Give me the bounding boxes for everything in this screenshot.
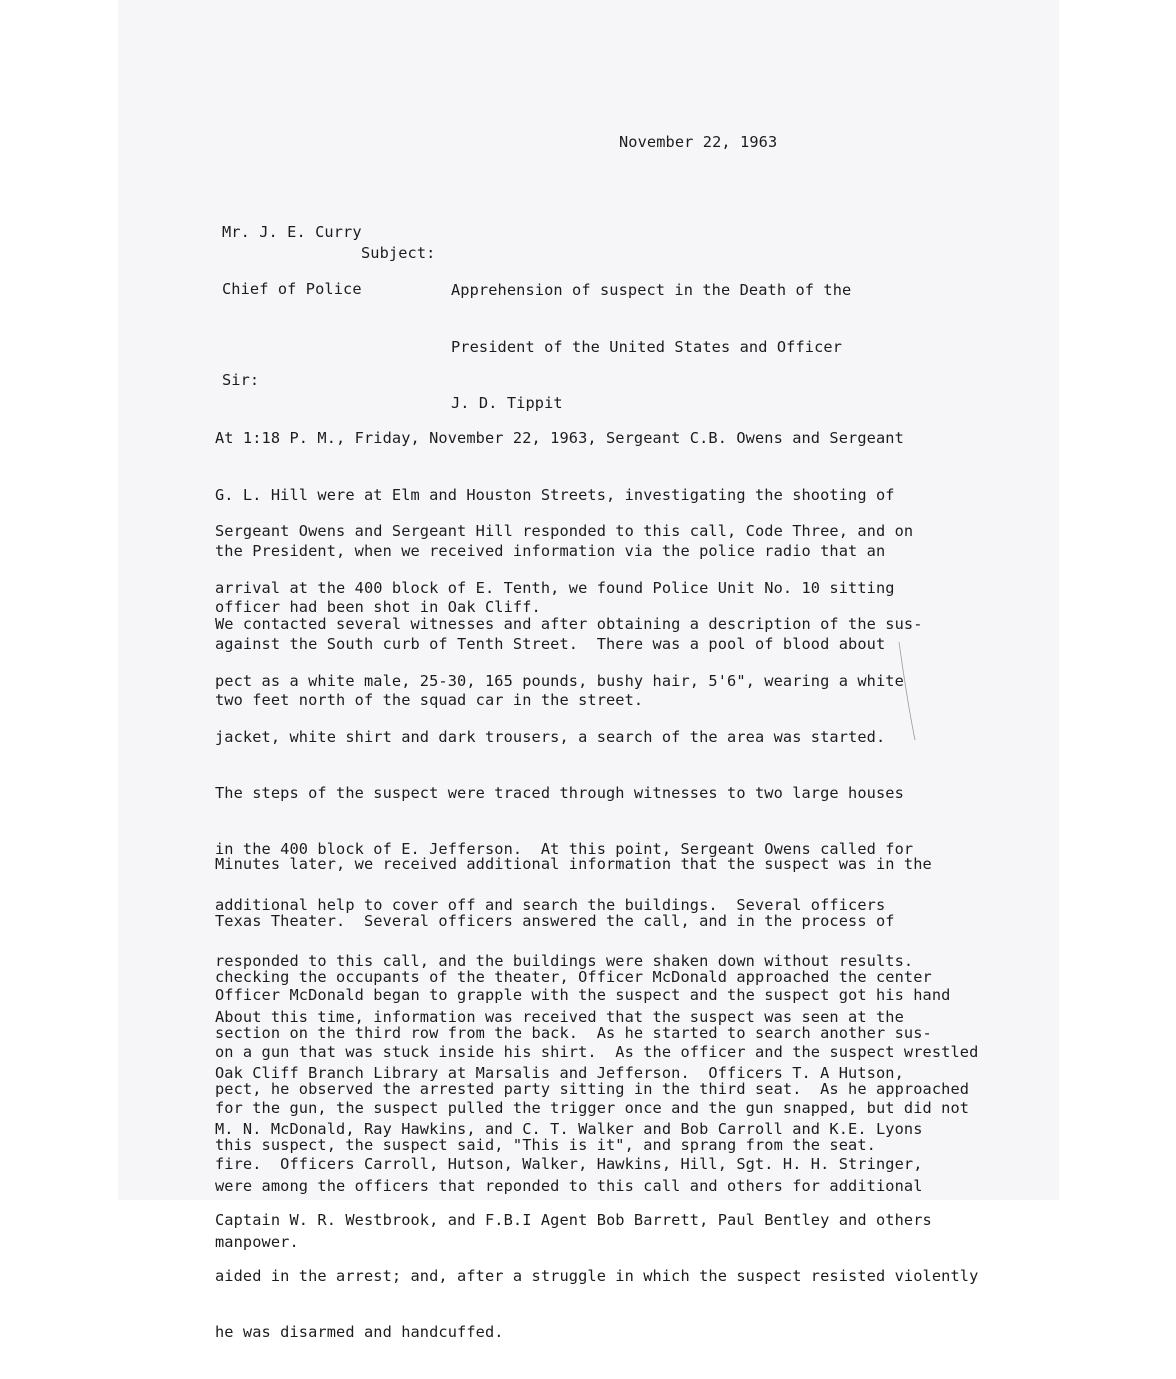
- text-line: in the 400 block of E. Jefferson. At this point, Sergeant Owens called for: [215, 839, 914, 858]
- text-line: G. L. Hill were at Elm and Houston Streets, investigating the shooting of: [215, 485, 895, 504]
- text-line: officer had been shot in Oak Cliff.: [215, 597, 541, 616]
- subject-line: Apprehension of suspect in the Death of the: [451, 281, 852, 300]
- text-line: this suspect, the suspect said, "This is it", and sprang from the seat.: [215, 1135, 876, 1154]
- text-line: two feet north of the squad car in the street.: [215, 690, 644, 709]
- recipient-title: Chief of Police: [222, 279, 362, 298]
- text-line: pect, he observed the arrested party sitting in the third seat. As he approached: [215, 1079, 970, 1098]
- paragraph-5: [215, 949, 978, 1379]
- text-line: The steps of the suspect were traced through witnesses to two large houses: [215, 783, 904, 802]
- recipient-name: Mr. J. E. Curry: [222, 223, 362, 242]
- text-line: Sergeant Owens and Sergeant Hill responded to this call, Code Three, and on: [215, 522, 914, 541]
- text-line: About this time, information was received that the suspect was seen at the: [215, 1008, 904, 1027]
- text-line: At 1:18 P. M., Friday, November 22, 1963, Sergeant C.B. Owens and Sergeant: [215, 429, 904, 448]
- text-line: We contacted several witnesses and after obtaining a description of the sus-: [215, 615, 923, 634]
- text-line: Officer McDonald began to grapple with the suspect and the suspect got his hand: [215, 986, 951, 1005]
- text-line: he was disarmed and handcuffed.: [215, 1323, 504, 1342]
- recipient-block: [222, 186, 362, 336]
- pen-stray-mark: [893, 640, 923, 750]
- subject-line: J. D. Tippit: [451, 393, 563, 412]
- text-line: Minutes later, we received additional information that the suspect was in the: [215, 855, 932, 874]
- text-line: for the gun, the suspect pulled the trigger once and the gun snapped, but did not: [215, 1098, 970, 1117]
- text-line: Captain W. R. Westbrook, and F.B.I Agent Bob Barrett, Paul Bentley and others: [215, 1210, 932, 1229]
- letter-date: November 22, 1963: [619, 133, 778, 151]
- text-line: pect as a white male, 25-30, 165 pounds, bushy hair, 5'6", wearing a white: [215, 671, 904, 690]
- text-line: fire. Officers Carroll, Hutson, Walker, Hawkins, Hill, Sgt. H. H. Stringer,: [215, 1154, 923, 1173]
- text-line: Oak Cliff Branch Library at Marsalis and Jefferson. Officers T. A Hutson,: [215, 1064, 904, 1083]
- text-line: on a gun that was stuck inside his shirt. As the officer and the suspect wrestled: [215, 1042, 979, 1061]
- text-line: additional help to cover off and search the buildings. Several officers: [215, 895, 886, 914]
- text-line: manpower.: [215, 1232, 299, 1251]
- text-line: against the South curb of Tenth Street. There was a pool of blood about: [215, 634, 886, 653]
- text-line: Texas Theater. Several officers answered the call, and in the process of: [215, 911, 895, 930]
- text-line: were among the officers that reponded to this call and others for additional: [215, 1176, 923, 1195]
- subject-line: President of the United States and Officer: [451, 337, 842, 356]
- text-line: the President, when we received information via the police radio that an: [215, 541, 886, 560]
- text-line: aided in the arrest; and, after a struggle in which the suspect resisted violently: [215, 1266, 979, 1285]
- text-line: checking the occupants of the theater, Officer McDonald approached the center: [215, 967, 932, 986]
- text-line: section on the third row from the back. As he started to search another sus-: [215, 1023, 932, 1042]
- text-line: responded to this call, and the buildings were shaken down without results.: [215, 952, 914, 971]
- salutation: Sir:: [222, 371, 260, 389]
- subject-label: Subject:: [361, 244, 436, 262]
- text-line: arrival at the 400 block of E. Tenth, we found Police Unit No. 10 sitting: [215, 578, 895, 597]
- text-line: M. N. McDonald, Ray Hawkins, and C. T. Walker and Bob Carroll and K.E. Lyons: [215, 1120, 923, 1139]
- text-line: jacket, white shirt and dark trousers, a search of the area was started.: [215, 727, 886, 746]
